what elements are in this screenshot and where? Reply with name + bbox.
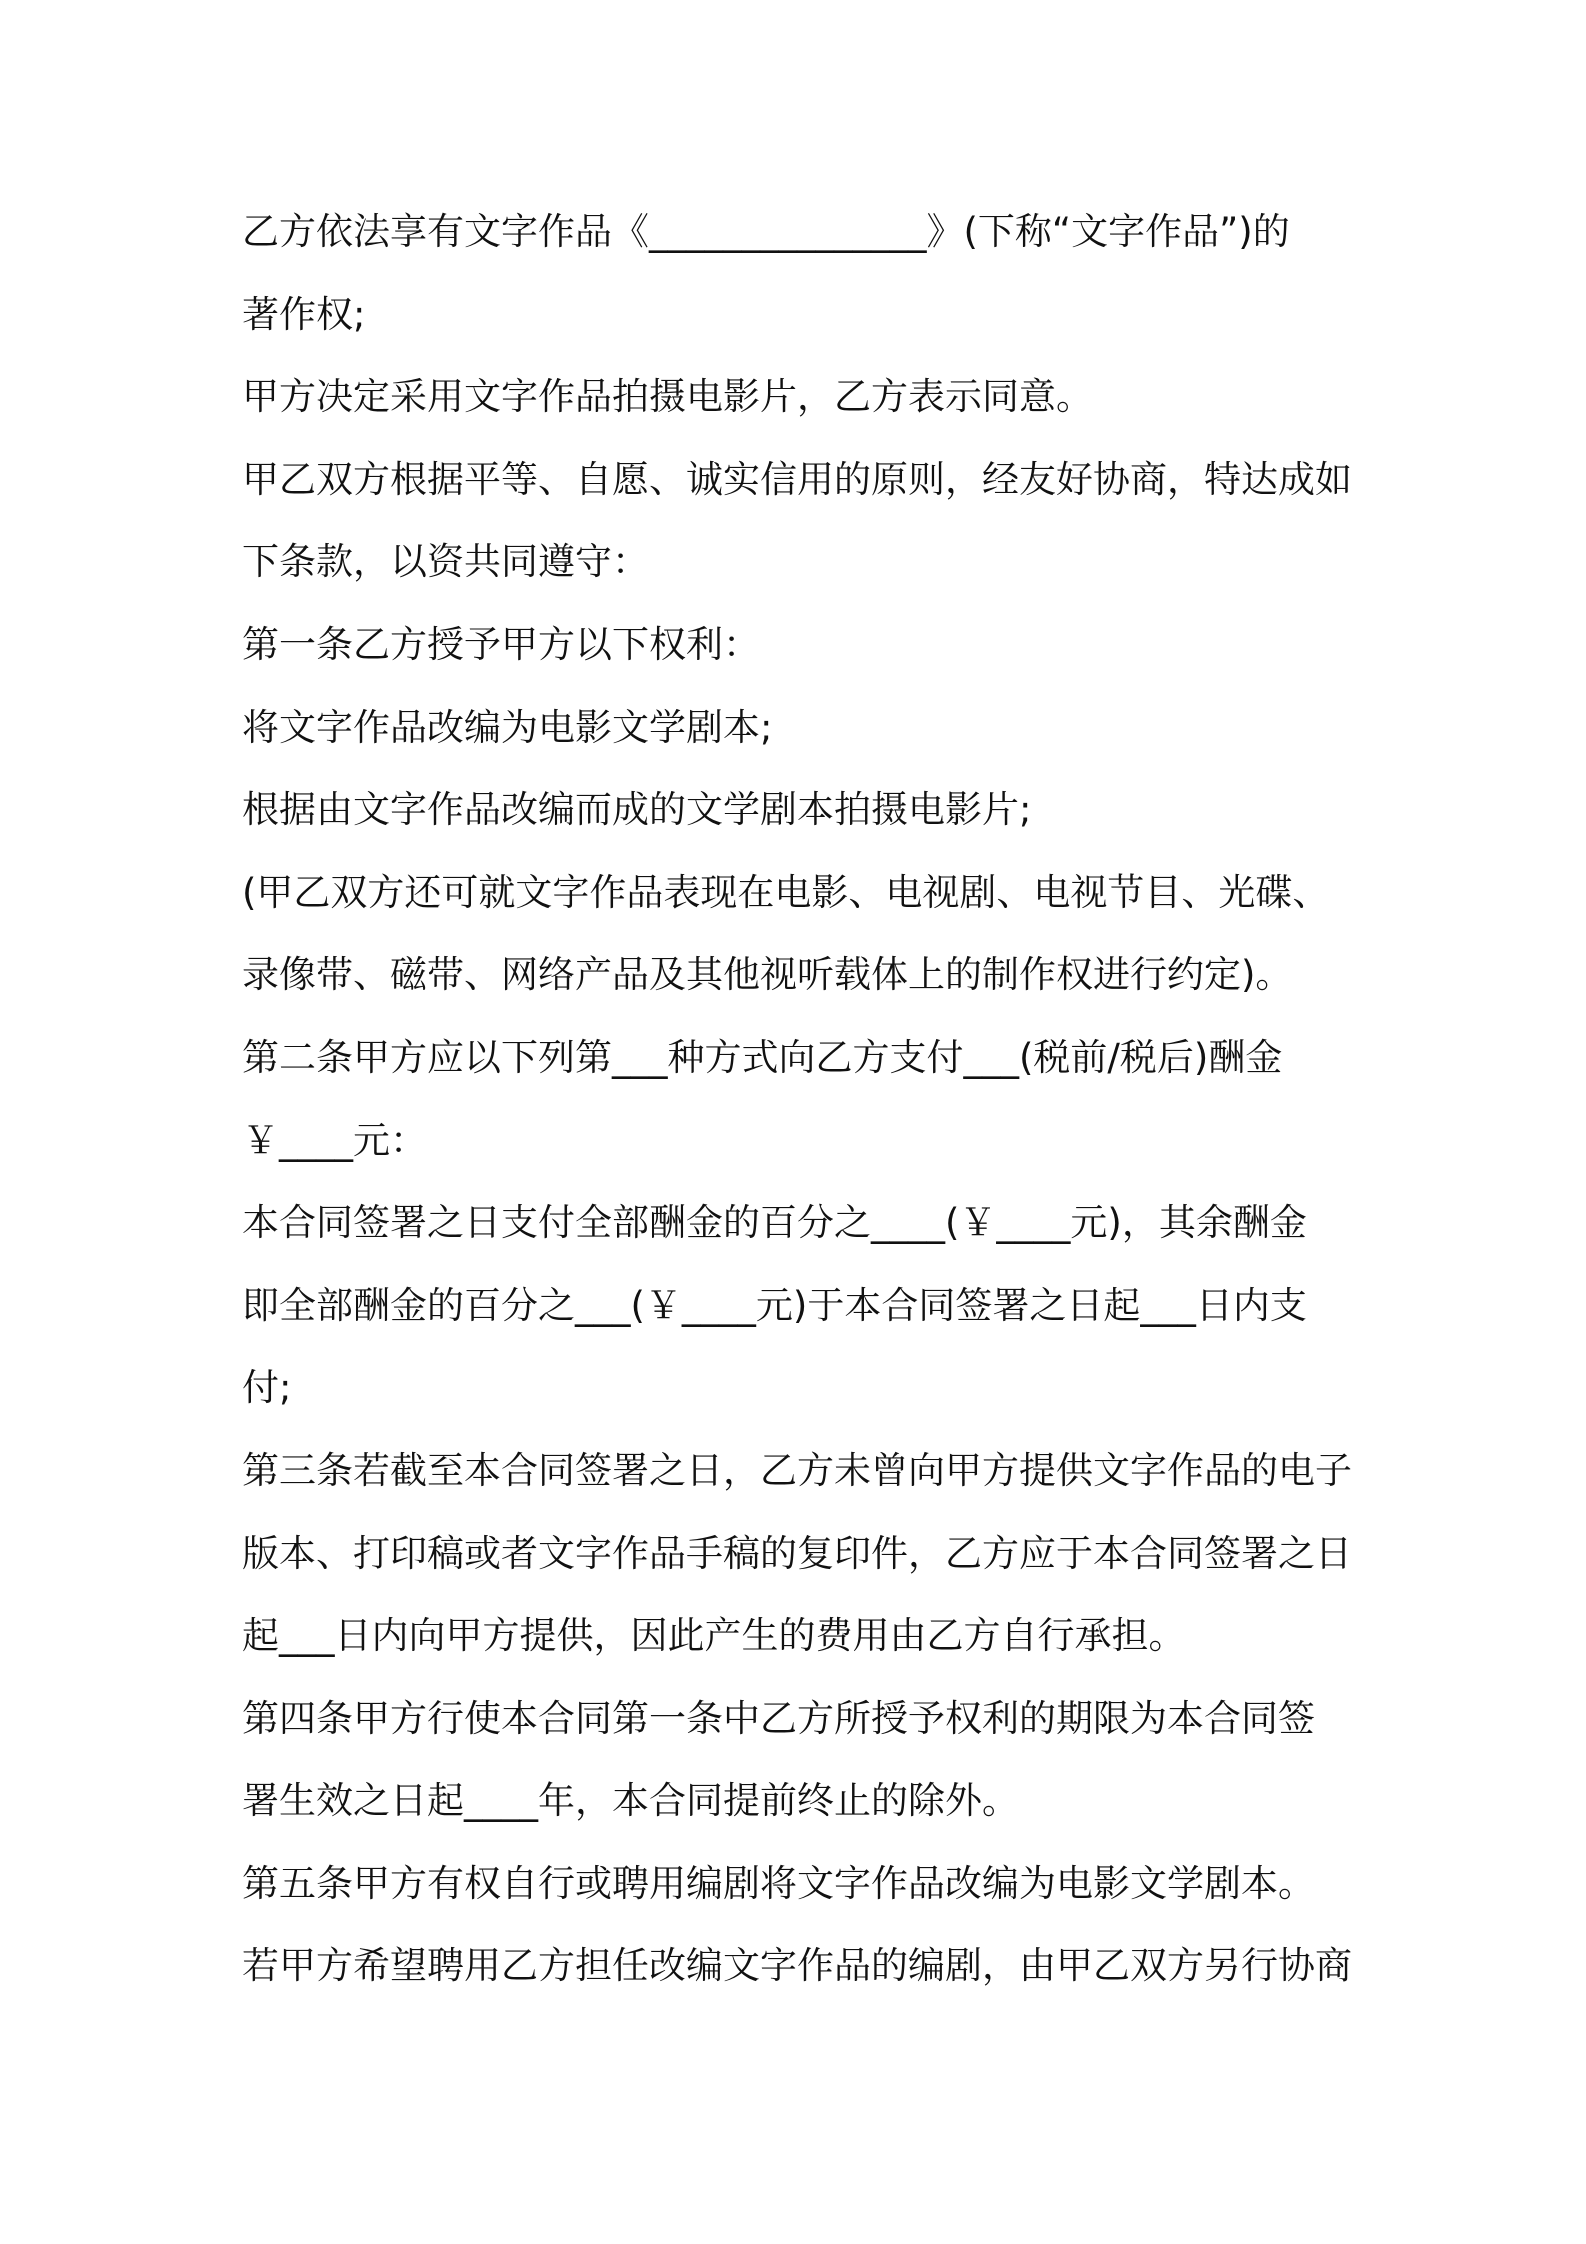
text-line: 将文字作品改编为电影文学剧本;	[242, 705, 773, 749]
text-line: 版本、打印稿或者文字作品手稿的复印件，乙方应于本合同签署之日	[242, 1531, 1352, 1575]
document-body	[242, 191, 1362, 2008]
text-line: 甲乙双方根据平等、自愿、诚实信用的原则，经友好协商，特达成如	[242, 457, 1352, 501]
text-line: 本合同签署之日支付全部酬金的百分之____(￥____元)，其余酬金	[242, 1201, 1307, 1245]
text-line: 起___日内向甲方提供，因此产生的费用由乙方自行承担。	[242, 1614, 1186, 1658]
text-line: 若甲方希望聘用乙方担任改编文字作品的编剧，由甲乙双方另行协商	[242, 1944, 1352, 1988]
text-line: 录像带、磁带、网络产品及其他视听载体上的制作权进行约定)。	[242, 953, 1293, 997]
text-line: 署生效之日起____年，本合同提前终止的除外。	[242, 1779, 1019, 1823]
text-line: (甲乙双方还可就文字作品表现在电影、电视剧、电视节目、光碟、	[242, 870, 1330, 914]
text-line: 著作权;	[242, 292, 366, 336]
text-line: 乙方依法享有文字作品《_______________》(下称“文字作品”)的	[242, 210, 1290, 253]
text-line: 第一条乙方授予甲方以下权利：	[242, 622, 760, 666]
text-line: 第五条甲方有权自行或聘用编剧将文字作品改编为电影文学剧本。	[242, 1861, 1315, 1905]
text-line: 第三条若截至本合同签署之日，乙方未曾向甲方提供文字作品的电子	[242, 1448, 1352, 1492]
text-line: 第四条甲方行使本合同第一条中乙方所授予权利的期限为本合同签	[242, 1696, 1315, 1740]
text-line: 根据由文字作品改编而成的文学剧本拍摄电影片;	[242, 788, 1032, 832]
text-line: 付;	[242, 1366, 292, 1410]
text-line: 甲方决定采用文字作品拍摄电影片，乙方表示同意。	[242, 375, 1093, 419]
text-line: 下条款，以资共同遵守：	[242, 540, 649, 584]
text-line: 即全部酬金的百分之___(￥____元)于本合同签署之日起___日内支	[242, 1283, 1307, 1327]
text-line: 第二条甲方应以下列第___种方式向乙方支付___(税前/税后)酬金	[242, 1035, 1283, 1079]
text-line: ￥____元：	[242, 1118, 427, 1162]
